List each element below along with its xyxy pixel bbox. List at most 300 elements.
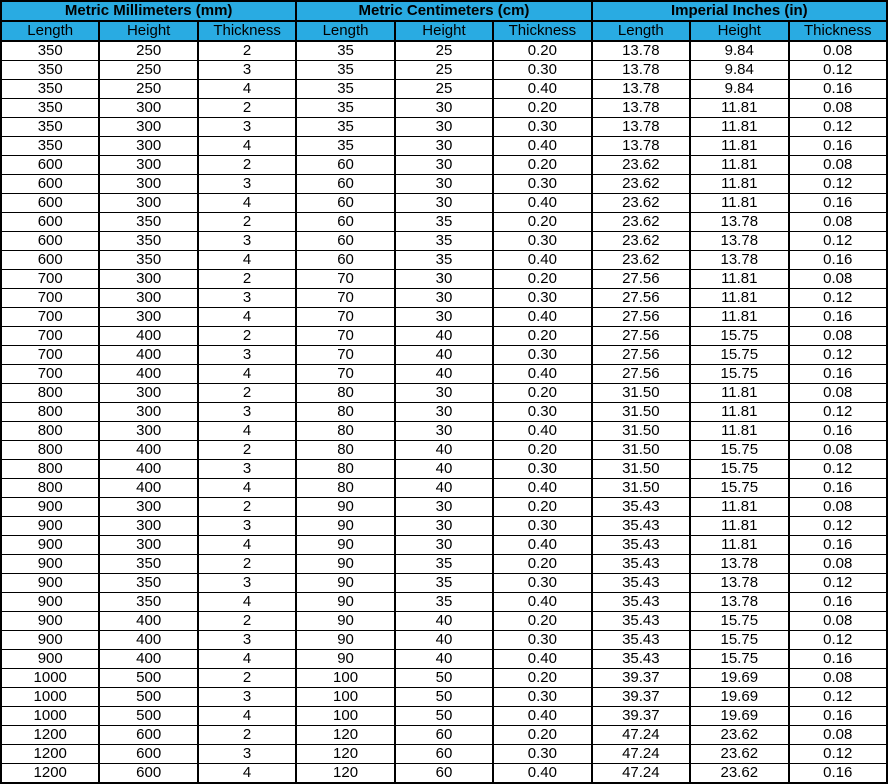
- table-row: [1, 612, 887, 631]
- table-cell: 30: [395, 194, 493, 213]
- table-cell: 3: [198, 175, 296, 194]
- table-cell: 400: [99, 612, 197, 631]
- table-cell: 2: [198, 270, 296, 289]
- table-cell: 35: [395, 232, 493, 251]
- table-cell: 800: [1, 384, 99, 403]
- table-cell: 600: [99, 764, 197, 784]
- table-cell: 0.08: [789, 441, 888, 460]
- table-cell: 0.16: [789, 536, 888, 555]
- table-cell: 2: [198, 498, 296, 517]
- table-cell: 35.43: [592, 517, 690, 536]
- table-cell: 80: [296, 403, 394, 422]
- table-cell: 27.56: [592, 365, 690, 384]
- table-cell: 300: [99, 289, 197, 308]
- table-cell: 0.40: [493, 137, 591, 156]
- table-cell: 4: [198, 707, 296, 726]
- table-cell: 23.62: [592, 213, 690, 232]
- table-cell: 300: [99, 194, 197, 213]
- table-cell: 2: [198, 555, 296, 574]
- table-cell: 27.56: [592, 270, 690, 289]
- table-cell: 31.50: [592, 403, 690, 422]
- table-cell: 1200: [1, 764, 99, 784]
- table-cell: 35: [296, 80, 394, 99]
- table-cell: 0.30: [493, 688, 591, 707]
- table-cell: 600: [1, 175, 99, 194]
- table-cell: 250: [99, 80, 197, 99]
- table-cell: 4: [198, 593, 296, 612]
- table-row: [1, 555, 887, 574]
- table-cell: 60: [296, 251, 394, 270]
- table-cell: 0.16: [789, 80, 888, 99]
- table-cell: 800: [1, 422, 99, 441]
- table-cell: 700: [1, 289, 99, 308]
- table-cell: 40: [395, 441, 493, 460]
- table-cell: 0.12: [789, 460, 888, 479]
- table-cell: 0.12: [789, 175, 888, 194]
- table-cell: 25: [395, 41, 493, 61]
- table-cell: 40: [395, 346, 493, 365]
- table-row: [1, 650, 887, 669]
- table-cell: 0.20: [493, 498, 591, 517]
- table-cell: 0.40: [493, 593, 591, 612]
- table-cell: 0.20: [493, 270, 591, 289]
- column-header-cm-thickness: Thickness: [493, 21, 591, 41]
- table-cell: 13.78: [690, 574, 788, 593]
- table-cell: 30: [395, 175, 493, 194]
- table-cell: 70: [296, 308, 394, 327]
- table-cell: 0.16: [789, 593, 888, 612]
- table-cell: 70: [296, 365, 394, 384]
- column-header-mm-height: Height: [99, 21, 197, 41]
- table-cell: 60: [296, 194, 394, 213]
- table-cell: 350: [1, 41, 99, 61]
- table-cell: 35: [296, 118, 394, 137]
- table-cell: 3: [198, 517, 296, 536]
- table-cell: 23.62: [592, 194, 690, 213]
- table-cell: 13.78: [690, 251, 788, 270]
- table-cell: 900: [1, 574, 99, 593]
- table-cell: 11.81: [690, 498, 788, 517]
- table-cell: 600: [1, 251, 99, 270]
- table-cell: 100: [296, 688, 394, 707]
- table-cell: 400: [99, 441, 197, 460]
- table-cell: 0.08: [789, 669, 888, 688]
- table-cell: 300: [99, 498, 197, 517]
- table-cell: 0.08: [789, 156, 888, 175]
- table-cell: 0.08: [789, 270, 888, 289]
- table-cell: 60: [296, 175, 394, 194]
- table-row: [1, 137, 887, 156]
- table-cell: 4: [198, 80, 296, 99]
- table-cell: 90: [296, 612, 394, 631]
- table-cell: 120: [296, 745, 394, 764]
- table-cell: 23.62: [592, 251, 690, 270]
- table-cell: 500: [99, 669, 197, 688]
- table-cell: 90: [296, 631, 394, 650]
- table-cell: 0.30: [493, 574, 591, 593]
- table-cell: 300: [99, 422, 197, 441]
- table-row: [1, 764, 887, 784]
- table-cell: 80: [296, 384, 394, 403]
- table-cell: 0.16: [789, 764, 888, 784]
- table-cell: 0.40: [493, 707, 591, 726]
- table-cell: 90: [296, 574, 394, 593]
- table-cell: 0.40: [493, 365, 591, 384]
- table-cell: 25: [395, 61, 493, 80]
- table-cell: 23.62: [690, 745, 788, 764]
- table-cell: 47.24: [592, 745, 690, 764]
- table-cell: 0.40: [493, 764, 591, 784]
- table-cell: 300: [99, 175, 197, 194]
- group-header-metric-cm: Metric Centimeters (cm): [296, 1, 591, 21]
- table-cell: 15.75: [690, 460, 788, 479]
- table-cell: 0.08: [789, 384, 888, 403]
- table-cell: 2: [198, 327, 296, 346]
- table-cell: 70: [296, 327, 394, 346]
- table-cell: 350: [1, 137, 99, 156]
- table-cell: 13.78: [592, 99, 690, 118]
- table-cell: 0.12: [789, 289, 888, 308]
- table-cell: 0.30: [493, 517, 591, 536]
- table-row: [1, 175, 887, 194]
- table-cell: 0.16: [789, 422, 888, 441]
- table-cell: 0.08: [789, 612, 888, 631]
- column-header-in-length: Length: [592, 21, 690, 41]
- table-row: [1, 631, 887, 650]
- table-row: [1, 99, 887, 118]
- table-cell: 2: [198, 213, 296, 232]
- table-cell: 900: [1, 517, 99, 536]
- table-cell: 3: [198, 346, 296, 365]
- table-cell: 0.40: [493, 308, 591, 327]
- table-cell: 0.12: [789, 574, 888, 593]
- table-row: [1, 536, 887, 555]
- table-cell: 11.81: [690, 403, 788, 422]
- table-cell: 2: [198, 726, 296, 745]
- table-row: [1, 156, 887, 175]
- table-cell: 11.81: [690, 289, 788, 308]
- table-cell: 15.75: [690, 631, 788, 650]
- table-cell: 0.20: [493, 726, 591, 745]
- table-cell: 400: [99, 460, 197, 479]
- table-cell: 11.81: [690, 270, 788, 289]
- table-cell: 80: [296, 460, 394, 479]
- table-cell: 30: [395, 137, 493, 156]
- column-header-row: [1, 21, 887, 41]
- table-cell: 13.78: [690, 232, 788, 251]
- table-cell: 0.08: [789, 327, 888, 346]
- table-cell: 700: [1, 327, 99, 346]
- table-cell: 35: [296, 41, 394, 61]
- table-cell: 300: [99, 308, 197, 327]
- table-cell: 60: [395, 726, 493, 745]
- table-row: [1, 365, 887, 384]
- table-cell: 13.78: [690, 555, 788, 574]
- table-row: [1, 498, 887, 517]
- table-cell: 35: [395, 593, 493, 612]
- table-cell: 600: [1, 194, 99, 213]
- column-header-cm-height: Height: [395, 21, 493, 41]
- table-cell: 30: [395, 270, 493, 289]
- table-cell: 1000: [1, 669, 99, 688]
- table-cell: 300: [99, 156, 197, 175]
- table-cell: 0.30: [493, 460, 591, 479]
- table-cell: 47.24: [592, 726, 690, 745]
- table-cell: 2: [198, 99, 296, 118]
- table-cell: 60: [296, 156, 394, 175]
- table-cell: 0.20: [493, 213, 591, 232]
- table-cell: 300: [99, 99, 197, 118]
- table-row: [1, 460, 887, 479]
- table-cell: 90: [296, 593, 394, 612]
- table-row: [1, 574, 887, 593]
- table-cell: 35.43: [592, 555, 690, 574]
- table-cell: 2: [198, 669, 296, 688]
- table-cell: 0.40: [493, 80, 591, 99]
- table-cell: 0.12: [789, 688, 888, 707]
- table-header: [1, 1, 887, 41]
- table-cell: 900: [1, 498, 99, 517]
- table-cell: 3: [198, 688, 296, 707]
- table-cell: 350: [99, 251, 197, 270]
- table-cell: 35.43: [592, 612, 690, 631]
- table-cell: 31.50: [592, 422, 690, 441]
- column-header-in-thickness: Thickness: [789, 21, 888, 41]
- table-row: [1, 270, 887, 289]
- table-cell: 300: [99, 137, 197, 156]
- table-row: [1, 308, 887, 327]
- table-cell: 70: [296, 270, 394, 289]
- table-row: [1, 346, 887, 365]
- table-cell: 30: [395, 384, 493, 403]
- table-cell: 23.62: [690, 764, 788, 784]
- table-cell: 0.20: [493, 327, 591, 346]
- table-cell: 0.30: [493, 403, 591, 422]
- table-cell: 3: [198, 403, 296, 422]
- table-cell: 11.81: [690, 99, 788, 118]
- table-cell: 30: [395, 156, 493, 175]
- table-cell: 40: [395, 327, 493, 346]
- table-cell: 11.81: [690, 422, 788, 441]
- table-cell: 11.81: [690, 536, 788, 555]
- table-cell: 0.40: [493, 251, 591, 270]
- table-row: [1, 479, 887, 498]
- table-cell: 0.16: [789, 707, 888, 726]
- table-cell: 40: [395, 612, 493, 631]
- table-cell: 27.56: [592, 308, 690, 327]
- table-cell: 4: [198, 422, 296, 441]
- table-cell: 3: [198, 745, 296, 764]
- table-cell: 47.24: [592, 764, 690, 784]
- table-cell: 9.84: [690, 80, 788, 99]
- table-cell: 2: [198, 41, 296, 61]
- table-cell: 4: [198, 479, 296, 498]
- table-cell: 0.30: [493, 61, 591, 80]
- table-cell: 39.37: [592, 669, 690, 688]
- table-cell: 0.16: [789, 251, 888, 270]
- table-cell: 350: [1, 99, 99, 118]
- table-cell: 23.62: [592, 232, 690, 251]
- table-row: [1, 384, 887, 403]
- table-cell: 4: [198, 650, 296, 669]
- table-cell: 15.75: [690, 365, 788, 384]
- table-cell: 31.50: [592, 441, 690, 460]
- table-row: [1, 593, 887, 612]
- table-cell: 4: [198, 308, 296, 327]
- table-row: [1, 194, 887, 213]
- table-cell: 35.43: [592, 593, 690, 612]
- table-cell: 70: [296, 289, 394, 308]
- table-cell: 0.20: [493, 99, 591, 118]
- table-cell: 0.12: [789, 346, 888, 365]
- table-cell: 90: [296, 517, 394, 536]
- table-cell: 30: [395, 308, 493, 327]
- table-cell: 400: [99, 365, 197, 384]
- table-cell: 0.08: [789, 498, 888, 517]
- table-cell: 0.40: [493, 479, 591, 498]
- table-cell: 4: [198, 251, 296, 270]
- table-cell: 300: [99, 517, 197, 536]
- table-cell: 0.20: [493, 612, 591, 631]
- table-cell: 60: [395, 764, 493, 784]
- table-cell: 80: [296, 479, 394, 498]
- table-cell: 0.16: [789, 137, 888, 156]
- table-cell: 50: [395, 688, 493, 707]
- table-cell: 30: [395, 118, 493, 137]
- table-cell: 13.78: [592, 80, 690, 99]
- table-cell: 35.43: [592, 498, 690, 517]
- table-cell: 30: [395, 536, 493, 555]
- table-cell: 4: [198, 764, 296, 784]
- table-body: [1, 41, 887, 783]
- table-cell: 800: [1, 479, 99, 498]
- table-row: [1, 41, 887, 61]
- table-cell: 60: [296, 213, 394, 232]
- table-cell: 35.43: [592, 650, 690, 669]
- table-cell: 31.50: [592, 479, 690, 498]
- table-cell: 4: [198, 137, 296, 156]
- table-cell: 900: [1, 612, 99, 631]
- table-cell: 0.08: [789, 555, 888, 574]
- table-row: [1, 61, 887, 80]
- table-cell: 900: [1, 593, 99, 612]
- table-row: [1, 403, 887, 422]
- table-cell: 9.84: [690, 61, 788, 80]
- table-cell: 0.20: [493, 156, 591, 175]
- table-cell: 3: [198, 631, 296, 650]
- table-cell: 27.56: [592, 346, 690, 365]
- table-cell: 90: [296, 498, 394, 517]
- table-cell: 15.75: [690, 327, 788, 346]
- table-cell: 700: [1, 365, 99, 384]
- table-cell: 90: [296, 536, 394, 555]
- table-cell: 0.08: [789, 99, 888, 118]
- table-cell: 11.81: [690, 175, 788, 194]
- table-cell: 0.40: [493, 422, 591, 441]
- table-cell: 0.30: [493, 631, 591, 650]
- table-cell: 23.62: [690, 726, 788, 745]
- table-cell: 4: [198, 194, 296, 213]
- table-cell: 3: [198, 289, 296, 308]
- table-cell: 900: [1, 650, 99, 669]
- table-cell: 31.50: [592, 384, 690, 403]
- table-row: [1, 232, 887, 251]
- table-cell: 600: [1, 213, 99, 232]
- table-cell: 300: [99, 536, 197, 555]
- table-cell: 40: [395, 460, 493, 479]
- column-header-mm-length: Length: [1, 21, 99, 41]
- table-cell: 15.75: [690, 346, 788, 365]
- table-cell: 0.08: [789, 213, 888, 232]
- table-cell: 60: [395, 745, 493, 764]
- table-cell: 0.12: [789, 61, 888, 80]
- table-cell: 31.50: [592, 460, 690, 479]
- table-cell: 300: [99, 403, 197, 422]
- table-cell: 800: [1, 441, 99, 460]
- table-cell: 23.62: [592, 156, 690, 175]
- table-cell: 3: [198, 460, 296, 479]
- table-cell: 4: [198, 536, 296, 555]
- table-cell: 3: [198, 232, 296, 251]
- table-cell: 50: [395, 707, 493, 726]
- table-cell: 60: [296, 232, 394, 251]
- table-cell: 15.75: [690, 479, 788, 498]
- table-cell: 900: [1, 631, 99, 650]
- table-cell: 19.69: [690, 688, 788, 707]
- table-cell: 0.20: [493, 441, 591, 460]
- table-cell: 400: [99, 631, 197, 650]
- table-cell: 27.56: [592, 327, 690, 346]
- table-row: [1, 517, 887, 536]
- table-cell: 4: [198, 365, 296, 384]
- table-cell: 13.78: [690, 593, 788, 612]
- table-row: [1, 80, 887, 99]
- table-row: [1, 251, 887, 270]
- table-row: [1, 213, 887, 232]
- table-cell: 3: [198, 574, 296, 593]
- table-row: [1, 118, 887, 137]
- group-header-metric-mm: Metric Millimeters (mm): [1, 1, 296, 21]
- table-cell: 400: [99, 479, 197, 498]
- table-cell: 0.08: [789, 41, 888, 61]
- table-row: [1, 669, 887, 688]
- table-cell: 600: [99, 745, 197, 764]
- table-cell: 35: [296, 137, 394, 156]
- table-cell: 13.78: [592, 61, 690, 80]
- table-cell: 350: [99, 574, 197, 593]
- table-cell: 11.81: [690, 517, 788, 536]
- table-cell: 15.75: [690, 441, 788, 460]
- table-row: [1, 745, 887, 764]
- table-cell: 13.78: [592, 41, 690, 61]
- table-cell: 1200: [1, 726, 99, 745]
- table-cell: 35: [395, 213, 493, 232]
- table-cell: 0.12: [789, 517, 888, 536]
- table-cell: 27.56: [592, 289, 690, 308]
- table-cell: 35: [296, 61, 394, 80]
- table-cell: 3: [198, 118, 296, 137]
- table-cell: 700: [1, 270, 99, 289]
- table-cell: 19.69: [690, 707, 788, 726]
- table-cell: 0.16: [789, 479, 888, 498]
- table-cell: 35.43: [592, 631, 690, 650]
- group-header-imperial-in: Imperial Inches (in): [592, 1, 887, 21]
- table-cell: 700: [1, 346, 99, 365]
- table-cell: 0.40: [493, 536, 591, 555]
- column-header-cm-length: Length: [296, 21, 394, 41]
- table-cell: 700: [1, 308, 99, 327]
- table-cell: 30: [395, 498, 493, 517]
